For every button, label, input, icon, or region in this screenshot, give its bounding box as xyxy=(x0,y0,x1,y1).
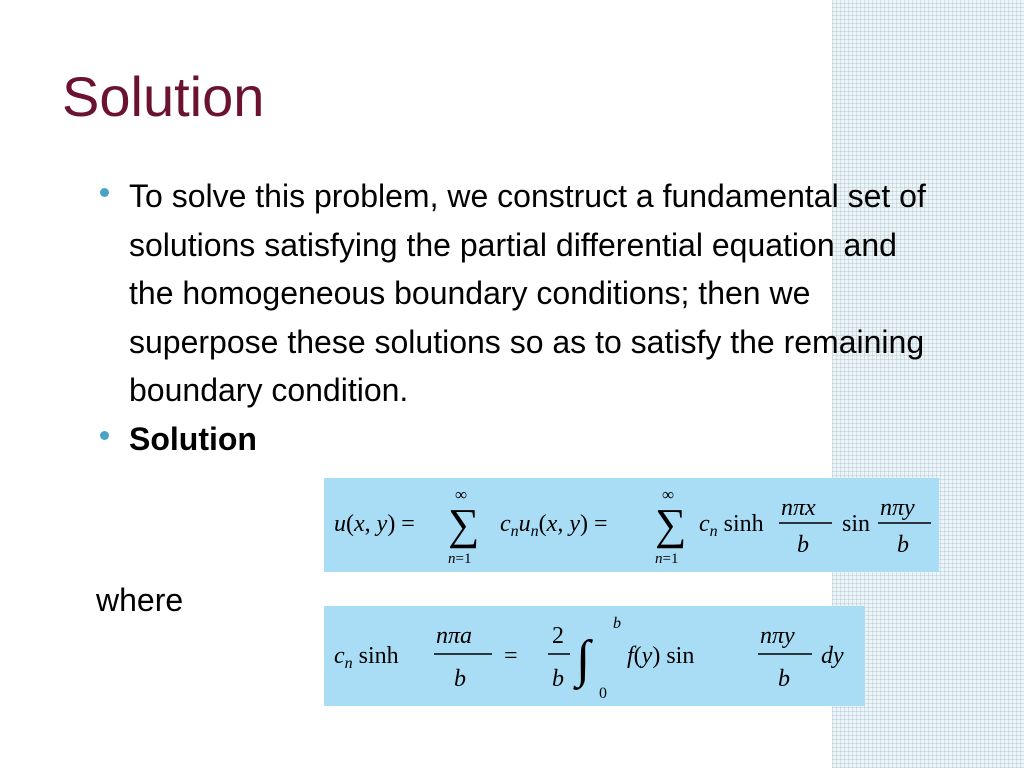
svg-text:∑: ∑ xyxy=(448,500,480,549)
svg-text:n=1: n=1 xyxy=(655,551,679,567)
svg-text:n=1: n=1 xyxy=(448,551,472,567)
bullet-icon xyxy=(100,188,109,197)
bullet-item xyxy=(100,415,930,464)
svg-text:∫: ∫ xyxy=(576,631,591,688)
svg-text:∞: ∞ xyxy=(455,485,468,504)
coefficient-equation xyxy=(324,606,865,706)
svg-text:2: 2 xyxy=(552,623,564,649)
svg-text:nπa: nπa xyxy=(436,623,473,649)
svg-text:dy: dy xyxy=(821,643,844,669)
svg-text:b: b xyxy=(778,666,790,692)
series-solution-equation xyxy=(324,478,939,572)
svg-text:0: 0 xyxy=(599,685,607,702)
svg-text:∞: ∞ xyxy=(662,485,675,504)
slide-title: Solution xyxy=(62,65,265,128)
svg-text:b: b xyxy=(797,532,809,558)
svg-text:f(y) sin: f(y) sin xyxy=(627,643,695,669)
bullet-text-solution: Solution xyxy=(129,420,257,457)
series-solution-formula xyxy=(324,478,939,572)
svg-text:cn sinh: $c_n$ sinh xyxy=(699,511,764,540)
svg-text:∑: ∑ xyxy=(655,500,687,549)
bullet-icon xyxy=(100,431,109,440)
svg-text:u(x, y) =: u(x, y) = xyxy=(334,511,415,537)
coefficient-formula xyxy=(324,606,865,706)
svg-text:nπy: nπy xyxy=(760,623,795,649)
bullet-list xyxy=(100,172,930,463)
bullet-item xyxy=(100,172,930,415)
svg-text:b: b xyxy=(552,666,564,692)
svg-text:nπx: nπx xyxy=(781,495,816,521)
bullet-text: To solve this problem, we construct a fundamental set of solutions satisfying the partial differential equation and the homogeneous boundary conditions; then we superpose these solutions so as to satisfy the remaining boundary condition. xyxy=(129,178,926,408)
svg-text:sin: sin xyxy=(842,511,871,537)
svg-text:nπy: nπy xyxy=(880,495,915,521)
svg-text:b: b xyxy=(897,532,909,558)
svg-text:b: b xyxy=(454,666,466,692)
svg-text:cn sinh: $c_n$ sinh xyxy=(334,643,399,672)
svg-text:b: b xyxy=(613,615,621,632)
svg-text:=: = xyxy=(504,643,518,669)
where-text: where xyxy=(96,582,184,618)
svg-text:cnun(x, y) =: $c_nu_n(x$, y) = xyxy=(500,511,608,540)
